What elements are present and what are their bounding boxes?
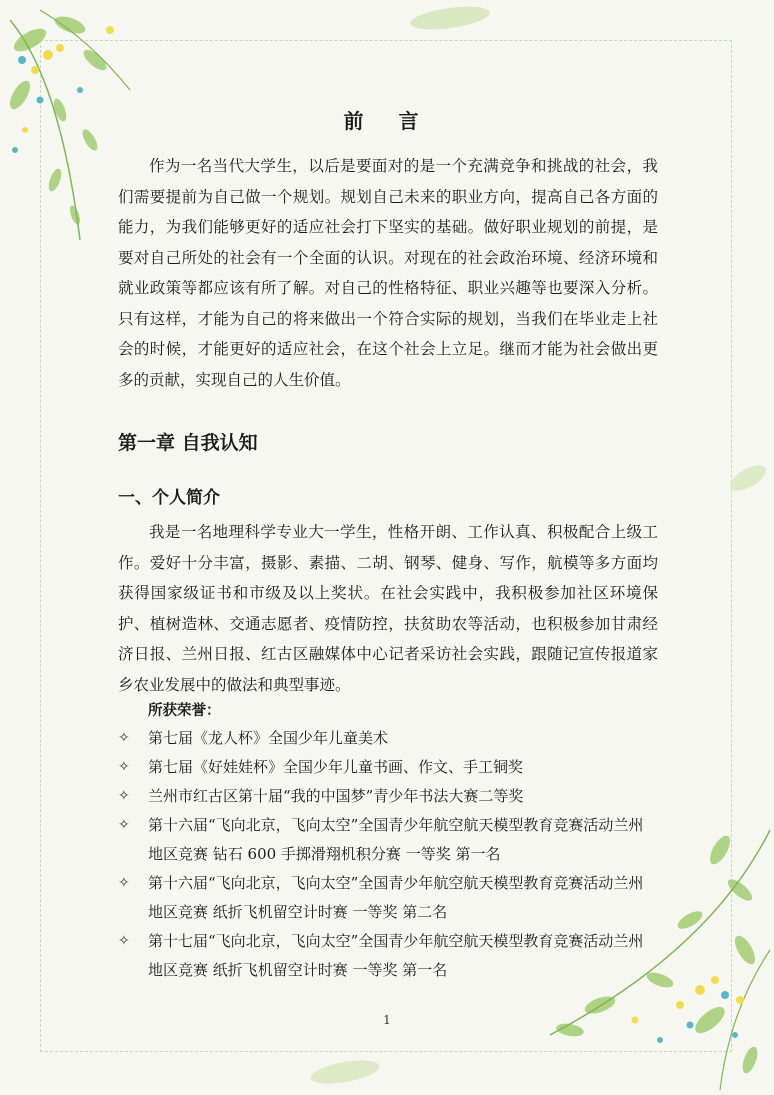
honor-text: 第十六届“飞向北京，飞向太空”全国青少年航空航天模型教育竞赛活动兰州地区竞赛 钻石 600 手掷滑翔机积分赛 一等奖 第一名 (148, 816, 644, 863)
list-item (118, 927, 658, 985)
preface-title: 前 言 (343, 109, 433, 133)
sparkle-bullet-icon: ✧ (118, 817, 130, 833)
list-item (118, 869, 658, 927)
honors-label: 所获荣誉： (148, 702, 221, 719)
preface-paragraph: 作为一名当代大学生，以后是要面对的是一个充满竞争和挑战的社会，我们需要提前为自己做一个规划。规划自己未来的职业方向，提高自己各方面的能力，为我们能够更好的适应社会打下坚实的基础。做好职业规划的前提，是要对自己所处的社会有一个全面的认识。对现在的社会政治环境、经济环境和就业政策等都应该有所了解。对自己的性格特征、职业兴趣等也要深入分析。只有这样，才能为自己的将来做出一个符合实际的规划，当我们在毕业走上社会的时候，才能更好的适应社会，在这个社会上立足。继而才能为社会做出更多的贡献，实现自己的人生价值。 (118, 157, 658, 389)
honor-text: 第十七届“飞向北京，飞向太空”全国青少年航空航天模型教育竞赛活动兰州地区竞赛 纸折飞机留空计时赛 一等奖 第一名 (148, 932, 644, 979)
list-item (118, 753, 658, 782)
section-title: 一、个人简介 (118, 488, 220, 508)
sparkle-bullet-icon: ✧ (118, 759, 130, 775)
leaf-top-right (400, 0, 520, 40)
sparkle-bullet-icon: ✧ (118, 875, 130, 891)
list-item (118, 724, 658, 753)
honors-list (118, 724, 658, 985)
page-number: 1 (383, 1013, 391, 1027)
sparkle-bullet-icon: ✧ (118, 730, 130, 746)
chapter-title: 第一章 自我认知 (118, 432, 258, 454)
honor-text: 兰州市红古区第十届“我的中国梦”青少年书法大赛二等奖 (148, 787, 524, 805)
leaf-right-edge (720, 450, 774, 510)
list-item (118, 811, 658, 869)
honor-text: 第七届《龙人杯》全国少年儿童美术 (148, 729, 389, 747)
honor-text: 第七届《好娃娃杯》全国少年儿童书画、作文、手工铜奖 (148, 758, 524, 776)
honor-text: 第十六届“飞向北京，飞向太空”全国青少年航空航天模型教育竞赛活动兰州地区竞赛 纸折飞机留空计时赛 一等奖 第二名 (148, 874, 644, 921)
section-paragraph: 我是一名地理科学专业大一学生，性格开朗、工作认真、积极配合上级工作。爱好十分丰富，摄影、素描、二胡、钢琴、健身、写作，航模等多方面均获得国家级证书和市级及以上奖状。在社会实践中，我积极参加社区环境保护、植树造林、交通志愿者、疫情防控，扶贫助农等活动，也积极参加甘肃经济日报、兰州日报、红古区融媒体中心记者采访社会实践，跟随记宣传报道家乡农业发展中的做法和典型事迹。 (118, 523, 658, 694)
sparkle-bullet-icon: ✧ (118, 788, 130, 804)
leaf-bottom (300, 1050, 390, 1095)
list-item (118, 782, 658, 811)
sparkle-bullet-icon: ✧ (118, 933, 130, 949)
